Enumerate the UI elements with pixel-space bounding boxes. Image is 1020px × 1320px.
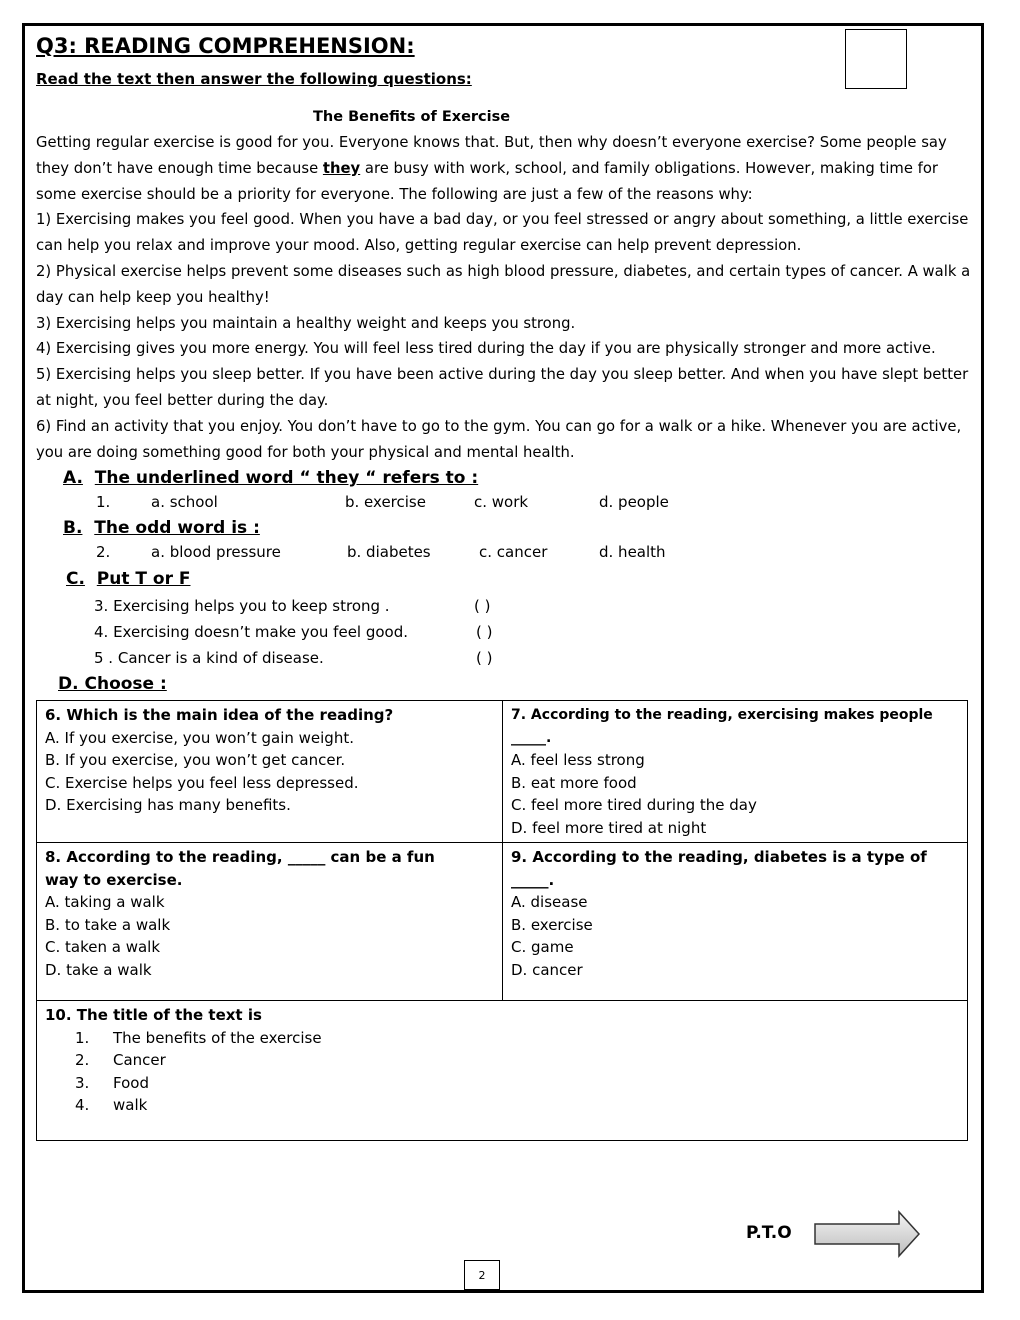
passage-intro: Getting regular exercise is good for you. Everyone knows that. But, then why doesn’t everyone exercise? Some people say they don’t have enough time because they are busy with work, school, and family obligations. However, making time for some exercise should be a priority for everyone. The following are just a few of the reasons why: (36, 134, 947, 203)
mcq-table (36, 700, 968, 1141)
q1-option-d[interactable]: d. people (599, 493, 669, 511)
q7-option-d[interactable]: D. feel more tired at night (511, 818, 707, 837)
question-8-cell (37, 843, 503, 1001)
q8-option-d[interactable]: D. take a walk (45, 960, 152, 979)
q1-option-c[interactable]: c. work (474, 493, 529, 511)
q6-option-d[interactable]: D. Exercising has many benefits. (45, 796, 291, 814)
q9-option-a[interactable]: A. disease (511, 893, 588, 911)
question-10-cell (37, 1001, 968, 1141)
q8-option-a[interactable]: A. taking a walk (45, 893, 165, 911)
right-arrow-icon (813, 1210, 923, 1260)
q6-option-b[interactable]: B. If you exercise, you won’t get cancer. (45, 751, 346, 769)
underlined-word: they (322, 159, 361, 177)
tf-statement-3: 3. Exercising helps you to keep strong . (94, 597, 390, 615)
passage-point: 4) Exercising gives you more energy. You will feel less tired during the day if you are physically stronger and more active. (36, 340, 936, 358)
passage-point: 5) Exercising helps you sleep better. If you have been active during the day you sleep better. And when you have slept better at night, you feel better during the day. (36, 366, 969, 409)
section-d-heading: D. Choose : (58, 674, 167, 694)
question-10: 10. The title of the text is (45, 1006, 262, 1024)
q7-option-a[interactable]: A. feel less strong (511, 751, 645, 769)
tf-answer-4[interactable]: ( ) (476, 623, 493, 641)
q7-option-b[interactable]: B. eat more food (511, 773, 637, 792)
question-2-number: 2. (96, 543, 111, 561)
question-7-cell (503, 701, 968, 843)
q2-option-c[interactable]: c. cancer (479, 543, 548, 561)
tf-statement-5: 5 . Cancer is a kind of disease. (94, 649, 324, 667)
question-1-number: 1. (96, 493, 111, 511)
question-9: 9. According to the reading, diabetes is a type of _____. (511, 848, 927, 889)
q10-option-2[interactable]: 2. Cancer (75, 1051, 166, 1069)
question-8: 8. According to the reading, _____ can be a fun way to exercise. (45, 848, 435, 889)
passage-point: 1) Exercising makes you feel good. When you have a bad day, or you feel stressed or angry about something, a little exercise can help you relax and improve your mood. Also, getting regular exercise can help prevent depression. (36, 211, 969, 255)
pto-label: P.T.O (746, 1223, 792, 1243)
q10-option-1[interactable]: 1. The benefits of the exercise (75, 1028, 322, 1047)
q2-option-b[interactable]: b. diabetes (347, 543, 431, 561)
tf-statement-4: 4. Exercising doesn’t make you feel good. (94, 623, 409, 641)
question-6-cell (37, 701, 503, 843)
q9-option-c[interactable]: C. game (511, 938, 574, 956)
question-6: 6. Which is the main idea of the reading? (45, 706, 394, 724)
q8-option-b[interactable]: B. to take a walk (45, 915, 171, 934)
question-9-cell (503, 843, 968, 1001)
q9-option-d[interactable]: D. cancer (511, 960, 583, 979)
tf-answer-3[interactable]: ( ) (474, 597, 491, 615)
passage-point: 3) Exercising helps you maintain a healthy weight and keeps you strong. (36, 314, 576, 332)
q8-option-c[interactable]: C. taken a walk (45, 938, 161, 956)
q2-option-d[interactable]: d. health (599, 543, 666, 561)
q7-option-c[interactable]: C. feel more tired during the day (511, 796, 757, 814)
question-7: 7. According to the reading, exercising makes people _____. (511, 707, 933, 746)
q2-option-a[interactable]: a. blood pressure (151, 543, 281, 561)
q10-option-3[interactable]: 3. Food (75, 1073, 149, 1092)
q6-option-c[interactable]: C. Exercise helps you feel less depressed. (45, 773, 359, 792)
section-c-heading: C. Put T or F (66, 569, 191, 589)
section-a-heading: A. The underlined word “ they “ refers to : (63, 468, 479, 488)
section-title: Q3: READING COMPREHENSION: (36, 34, 415, 58)
q6-option-a[interactable]: A. If you exercise, you won’t gain weight. (45, 728, 354, 747)
q10-options (45, 1027, 959, 1117)
tf-answer-5[interactable]: ( ) (476, 649, 493, 667)
passage-title: The Benefits of Exercise (313, 109, 511, 125)
q9-option-b[interactable]: B. exercise (511, 915, 593, 934)
passage-point: 2) Physical exercise helps prevent some diseases such as high blood pressure, diabetes, and certain types of cancer. A walk a day can help keep you healthy! (36, 262, 971, 306)
instruction: Read the text then answer the following questions: (36, 70, 472, 88)
passage-body (36, 130, 976, 465)
page-number: 2 (464, 1260, 500, 1290)
q10-option-4[interactable]: 4. walk (75, 1096, 148, 1114)
mark-box (845, 29, 907, 89)
passage-point: 6) Find an activity that you enjoy. You don’t have to go to the gym. You can go for a walk or a hike. Whenever you are active, you are doing something good for both your physical and mental health. (36, 417, 962, 461)
q1-option-b[interactable]: b. exercise (345, 493, 426, 511)
q1-option-a[interactable]: a. school (151, 493, 218, 511)
section-b-heading: B. The odd word is : (63, 518, 260, 538)
